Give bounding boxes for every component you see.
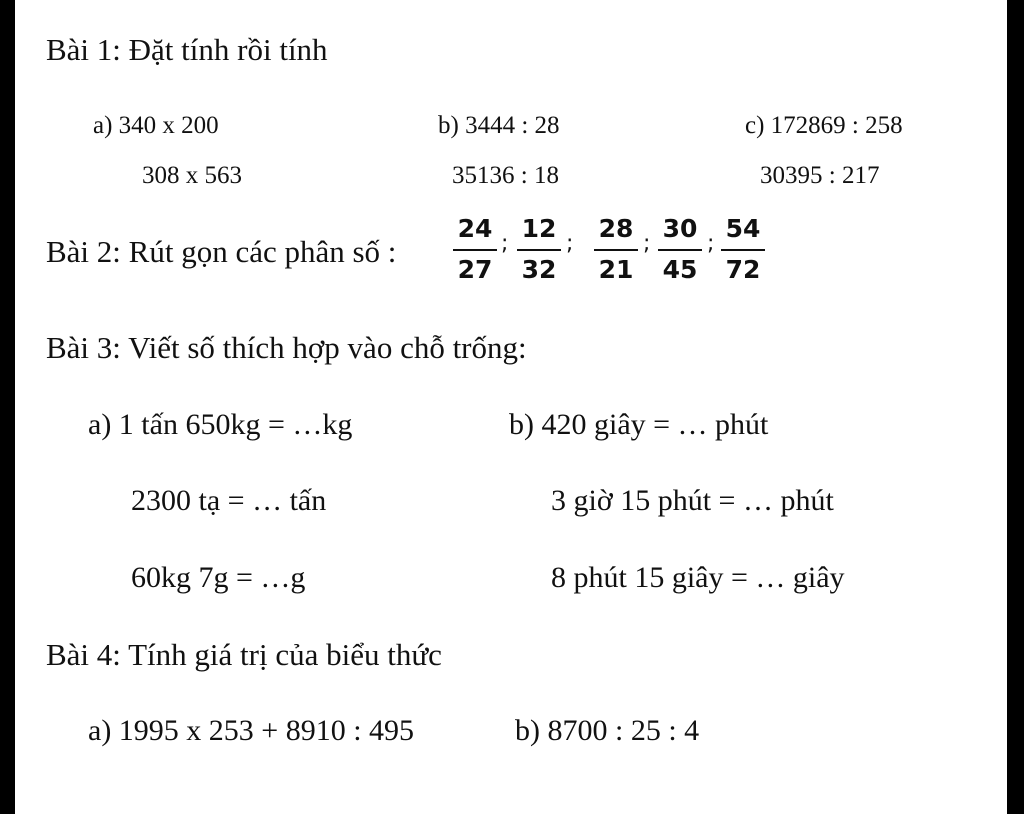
fraction-denominator: 72 [725,255,761,284]
exercise-1a-line-1: a) 340 x 200 [93,112,219,139]
worksheet-page [15,0,1007,814]
fraction-denominator: 27 [457,255,493,284]
fraction-bar [453,249,497,251]
exercise-3b-line-2: 3 giờ 15 phút = … phút [551,484,834,517]
fraction-numerator: 54 [725,214,761,243]
exercise-4a-expression: a) 1995 x 253 + 8910 : 495 [88,714,415,747]
exercise-1b-line-1: b) 3444 : 28 [438,112,560,139]
fraction-bar [594,249,638,251]
fraction-separator: ; [643,231,651,256]
fraction-numerator: 28 [598,214,634,243]
fraction [719,213,767,293]
exercise-3a-line-3: 60kg 7g = …g [131,561,306,594]
fraction [656,213,704,293]
fraction-bar [658,249,702,251]
fraction [515,213,563,293]
exercise-2-title: Bài 2: Rút gọn các phân số : [46,234,397,269]
fraction-separator: ; [707,231,715,256]
exercise-4b-expression: b) 8700 : 25 : 4 [515,714,700,747]
fraction [451,213,499,293]
exercise-1-title: Bài 1: Đặt tính rồi tính [46,32,328,67]
fraction-numerator: 12 [521,214,557,243]
exercise-1b-line-2: 35136 : 18 [452,162,559,189]
fraction-numerator: 30 [662,214,698,243]
fraction-denominator: 21 [598,255,634,284]
fraction-separator: ; [501,231,509,256]
exercise-4-title: Bài 4: Tính giá trị của biểu thức [46,637,442,672]
exercise-3a-line-2: 2300 tạ = … tấn [131,484,327,517]
fraction-bar [517,249,561,251]
fraction [592,213,640,293]
exercise-3a-line-1: a) 1 tấn 650kg = …kg [88,408,353,441]
fraction-numerator: 24 [457,214,493,243]
exercise-1c-line-2: 30395 : 217 [760,162,880,189]
fraction-bar [721,249,765,251]
exercise-1c-line-1: c) 172869 : 258 [745,112,903,139]
fraction-denominator: 45 [662,255,698,284]
exercise-3b-line-3: 8 phút 15 giây = … giây [551,561,845,594]
exercise-3b-line-1: b) 420 giây = … phút [509,408,769,441]
fraction-denominator: 32 [521,255,557,284]
fraction-separator: ; [566,231,574,256]
exercise-3-title: Bài 3: Viết số thích hợp vào chỗ trống: [46,330,527,365]
exercise-1a-line-2: 308 x 563 [142,162,242,189]
